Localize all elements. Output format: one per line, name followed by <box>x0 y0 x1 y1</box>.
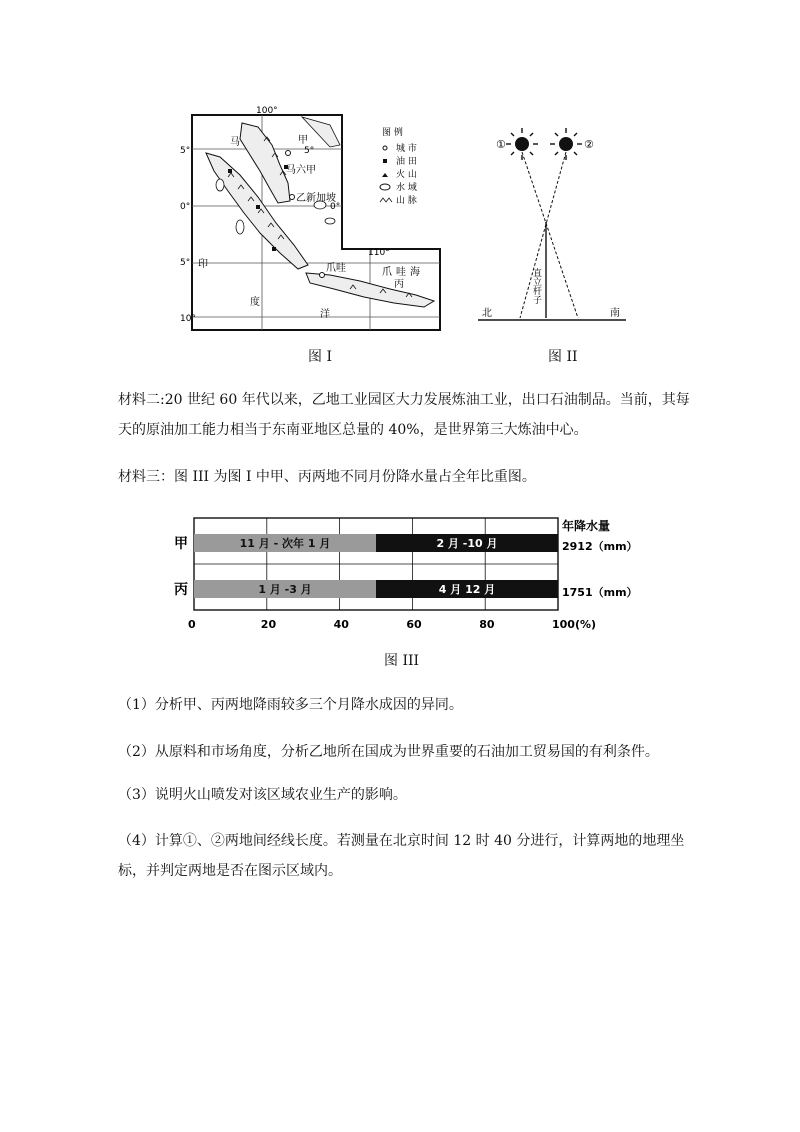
oil-field-icon <box>383 159 387 163</box>
label-ocean-yang: 洋 <box>320 309 330 320</box>
x-tick-label: 0 <box>188 618 196 631</box>
lat-label-3: 5° <box>180 258 191 268</box>
lat-right-label-2: 0° <box>330 202 341 212</box>
map-legend <box>380 126 417 206</box>
question-1: （1）分析甲、丙两地降雨较多三个月降水成因的异同。 <box>118 697 463 713</box>
water-icon <box>380 184 390 190</box>
label-strait: 马六甲 <box>286 165 316 176</box>
figure-3-caption: 图 III <box>384 653 420 669</box>
x-tick-label: 80 <box>479 618 495 631</box>
lon-100-label: 100° <box>256 106 278 116</box>
category-label: 丙 <box>174 582 188 598</box>
label-sea-wa: 哇 <box>396 267 406 278</box>
question-4: （4）计算①、②两地间经线长度。若测量在北京时间 12 时 40 分进行，计算两地的地理坐标，并判定两地是否在图示区域内。 <box>118 833 685 879</box>
figure-2-caption: 图 II <box>548 349 578 365</box>
north-label: 北 <box>482 308 492 319</box>
lat-label-4: 10° <box>180 314 196 324</box>
sun-1-label: ① <box>496 138 506 151</box>
material-3-text: 材料三：图 III 为图 I 中甲、丙两地不同月份降水量占全年比重图。 <box>118 469 536 485</box>
south-label: 南 <box>610 308 620 319</box>
lon-110-label: 110° <box>368 248 390 258</box>
label-ma: 马 <box>230 137 240 148</box>
label-java: 爪哇 <box>326 263 346 274</box>
sun-icon <box>506 128 538 160</box>
label-sea-hai: 海 <box>410 267 420 278</box>
legend-city: 城 市 <box>396 144 417 154</box>
bar-segment-label: 4 月 12 月 <box>438 583 496 596</box>
figure-3-chart <box>168 510 638 635</box>
legend-title: 图 例 <box>382 128 403 138</box>
lat-right-label-1: 5° <box>304 146 315 156</box>
legend-oil: 油 田 <box>396 157 417 167</box>
question-3: （3）说明火山喷发对该区域农业生产的影响。 <box>118 787 407 803</box>
material-2-text: 材料二:20 世纪 60 年代以来，乙地工业园区大力发展炼油工业，出口石油制品。当前，其每天的原油加工能力相当于东南亚地区总量的 40%，是世界第三大炼油中心。 <box>118 392 690 438</box>
figure-2-diagram <box>470 118 630 330</box>
bar-segment-label: 2 月 -10 月 <box>436 537 498 550</box>
legend-mountain: 山 脉 <box>396 196 417 206</box>
label-ocean-du: 度 <box>250 297 260 308</box>
annual-precip-value: 1751（mm） <box>562 586 638 599</box>
annual-precip-header: 年降水量 <box>562 519 611 533</box>
sun-icon <box>550 128 582 160</box>
question-2: （2）从原料和市场角度，分析乙地所在国成为世界重要的石油加工贸易国的有利条件。 <box>118 744 659 760</box>
bar-segment-label: 1 月 -3 月 <box>258 583 312 596</box>
annual-precip-value: 2912（mm） <box>562 540 638 553</box>
label-yi-singapore: 乙新加坡 <box>296 193 336 204</box>
label-sea-zhao: 爪 <box>382 267 392 278</box>
bar-segment-label: 11 月 - 次年 1 月 <box>239 537 331 550</box>
figure-1-map <box>180 105 460 340</box>
x-tick-label: 40 <box>333 618 349 631</box>
x-tick-label: 60 <box>406 618 422 631</box>
figure-1-caption: 图 I <box>308 349 332 365</box>
label-jia: 甲 <box>298 135 308 146</box>
mountain-icon <box>380 198 392 202</box>
label-bing: 丙 <box>394 279 404 290</box>
rod-label: 直立杆子 <box>531 268 541 304</box>
x-tick-label: 20 <box>260 618 277 631</box>
label-ocean-yin: 印 <box>198 259 208 270</box>
lat-label-2: 0° <box>180 202 191 212</box>
lat-label-1: 5° <box>180 146 191 156</box>
city-icon <box>383 146 387 150</box>
legend-volcano: 火 山 <box>396 170 417 180</box>
volcano-icon <box>382 173 388 177</box>
sun-2-label: ② <box>584 138 594 151</box>
x-tick-label: 100(%) <box>552 618 597 631</box>
legend-water: 水 域 <box>396 183 417 193</box>
category-label: 甲 <box>174 536 188 552</box>
